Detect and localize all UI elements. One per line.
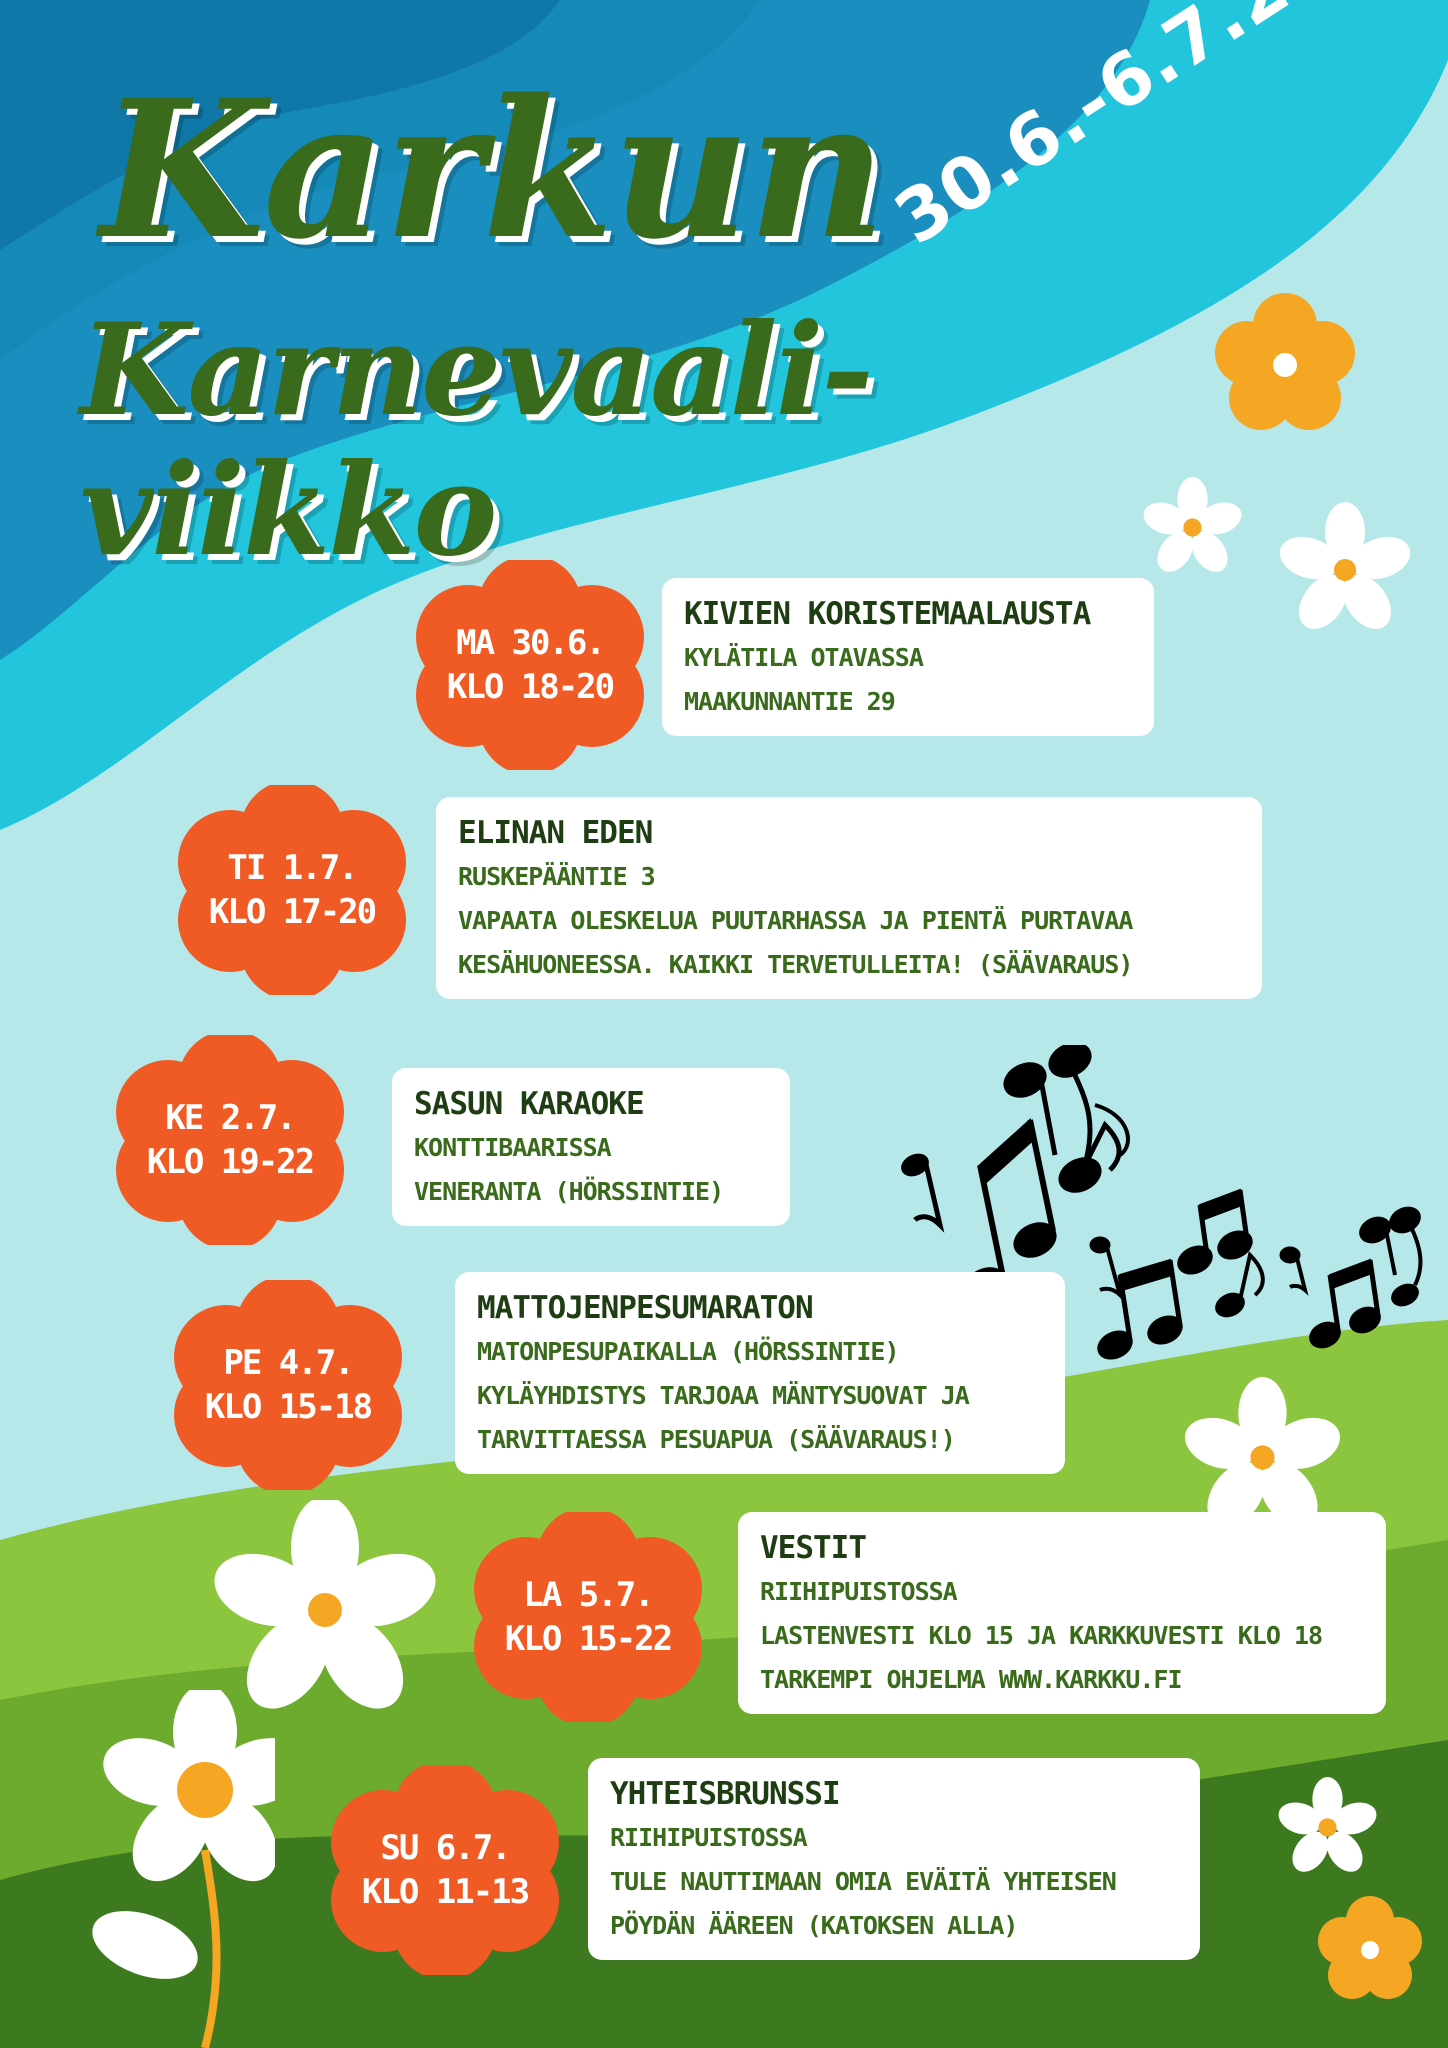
event-day: KE 2.7.: [165, 1098, 295, 1138]
event-card: [455, 1272, 1065, 1474]
event-time: KLO 15-22: [504, 1619, 672, 1659]
event-detail: TARVITTAESSA PESUAPUA (SÄÄVARAUS!): [477, 1425, 955, 1454]
daisy-with-stem-icon: [65, 1690, 275, 2048]
daisy-flower-icon: [1140, 475, 1245, 580]
event-date-badge: [410, 560, 650, 770]
event-time: KLO 18-20: [446, 667, 614, 707]
event-detail: MATONPESUPAIKALLA (HÖRSSINTIE): [477, 1337, 899, 1366]
orange-flower-icon: [1310, 1890, 1430, 2010]
event-date-badge: [325, 1765, 565, 1975]
event-detail: KESÄHUONEESSA. KAIKKI TERVETULLEITA! (SÄÄVARAUS): [458, 950, 1133, 979]
event-detail: RUSKEPÄÄNTIE 3: [458, 862, 655, 891]
daisy-flower-icon: [205, 1500, 445, 1720]
event-detail: TULE NAUTTIMAAN OMIA EVÄITÄ YHTEISEN: [610, 1867, 1116, 1896]
event-title: VESTIT: [760, 1530, 866, 1566]
poster-title-line-1: Karkun: [100, 58, 885, 281]
event-date-badge: [172, 785, 412, 995]
event-detail: KYLÄYHDISTYS TARJOAA MÄNTYSUOVAT JA: [477, 1381, 969, 1410]
orange-flower-icon: [1205, 285, 1365, 445]
event-date-badge: [110, 1035, 350, 1245]
event-detail: LASTENVESTI KLO 15 JA KARKKUVESTI KLO 18: [760, 1621, 1323, 1650]
event-title: ELINAN EDEN: [458, 815, 653, 851]
poster-title-line-3: viikko: [80, 436, 496, 584]
event-detail: MAAKUNNANTIE 29: [684, 687, 895, 716]
event-day: PE 4.7.: [223, 1343, 353, 1383]
poster-title-line-2: Karnevaali-: [80, 296, 872, 444]
event-date-badge: [168, 1280, 408, 1490]
event-card: [738, 1512, 1386, 1714]
event-card: [436, 797, 1262, 999]
event-card: [392, 1068, 790, 1226]
event-day: LA 5.7.: [523, 1575, 653, 1615]
event-time: KLO 17-20: [208, 892, 376, 932]
event-card: [588, 1758, 1200, 1960]
event-title: SASUN KARAOKE: [414, 1086, 644, 1122]
daisy-flower-icon: [1275, 1775, 1380, 1880]
event-title: YHTEISBRUNSSI: [610, 1776, 840, 1812]
event-detail: VENERANTA (HÖRSSINTIE): [414, 1177, 724, 1206]
event-detail: KONTTIBAARISSA: [414, 1133, 611, 1162]
event-day: TI 1.7.: [227, 848, 357, 888]
event-day: MA 30.6.: [456, 623, 604, 663]
event-detail: PÖYDÄN ÄÄREEN (KATOKSEN ALLA): [610, 1911, 1018, 1940]
event-detail: TARKEMPI OHJELMA WWW.KARKKU.FI: [760, 1665, 1182, 1694]
event-detail: RIIHIPUISTOSSA: [760, 1577, 957, 1606]
event-detail: RIIHIPUISTOSSA: [610, 1823, 807, 1852]
daisy-flower-icon: [1275, 500, 1415, 640]
event-detail: VAPAATA OLESKELUA PUUTARHASSA JA PIENTÄ PURTAVAA: [458, 906, 1133, 935]
event-detail: KYLÄTILA OTAVASSA: [684, 643, 923, 672]
event-time: KLO 15-18: [204, 1387, 372, 1427]
event-date-badge: [468, 1512, 708, 1722]
event-title: MATTOJENPESUMARATON: [477, 1290, 813, 1326]
event-time: KLO 11-13: [361, 1872, 529, 1912]
event-time: KLO 19-22: [146, 1142, 314, 1182]
event-title: KIVIEN KORISTEMAALAUSTA: [684, 596, 1091, 632]
event-card: [662, 578, 1154, 736]
event-day: SU 6.7.: [380, 1828, 510, 1868]
